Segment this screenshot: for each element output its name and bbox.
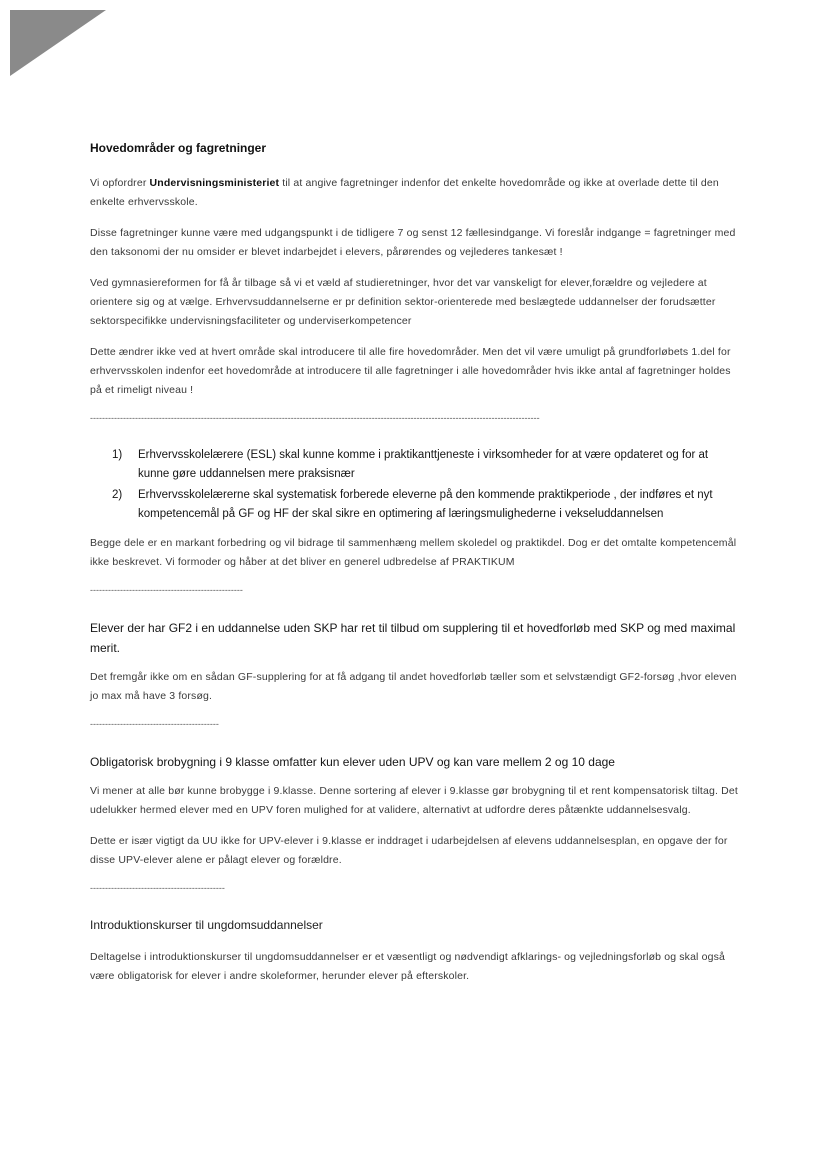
heading-introduktionskurser: Introduktionskurser til ungdomsuddannelser bbox=[90, 918, 323, 932]
separator-4: --------------------------------------------- bbox=[90, 883, 225, 893]
list-item-text: Erhvervsskolelærere (ESL) skal kunne komme i praktikanttjeneste i virksomheder for at være opdateret og for at kunne gøre uddannelsen mere praksisnær bbox=[138, 449, 709, 480]
paragraph-4: Dette ændrer ikke ved at hvert område skal introducere til alle fire hovedområder. Men det vil være umuligt på grundforløbets 1.del for erhvervsskolen indenfor eet hovedområde at introducere til alle fagretninger i alle hovedområder hvis ikke antal af fagretninger holdes på et rimeligt niveau ! bbox=[90, 346, 731, 396]
list-item-text: Erhvervsskolelærerne skal systematisk forberede eleverne på den kommende praktikperiode , der indføres et nyt kompetencemål på GF og HF der skal sikre en optimering af læringsmulighederne i vekseluddannelsen bbox=[138, 489, 713, 520]
list-item-number: 1) bbox=[112, 449, 123, 461]
separator-2: --------------------------------------------------- bbox=[90, 585, 243, 595]
paragraph-7: Vi mener at alle bør kunne brobygge i 9.klasse. Denne sortering af elever i 9.klasse gør brobygning til et rent kompensatorisk tiltag. Det udelukker hermed elever med en UPV foren mulighed for at validere, alternativt at udfordre deres påtænkte uddannelsesvalg. bbox=[90, 785, 738, 816]
paragraph-2: Disse fagretninger kunne være med udgangspunkt i de tidligere 7 og senst 12 fællesindgange. Vi foreslår indgange = fagretninger med den taksonomi der nu omsider er blevet indarbejdet i elevers, pårørendes og vejlederes tankesæt ! bbox=[90, 227, 736, 258]
paragraph-9: Deltagelse i introduktionskurser til ungdomsuddannelser er et væsentligt og nødvendigt afklarings- og vejledningsforløb og skal også være obligatorisk for elever i andre skoleformer, herunder elever på efterskoler. bbox=[90, 951, 725, 982]
heading-gf2-supplering: Elever der har GF2 i en uddannelse uden SKP har ret til tilbud om supplering til et hovedforløb med SKP og med maximal merit. bbox=[90, 621, 736, 655]
paragraph-6: Det fremgår ikke om en sådan GF-supplering for at få adgang til andet hovedforløb tæller som et selvstændigt GF2-forsøg ,hvor eleven jo max må have 3 forsøg. bbox=[90, 671, 737, 702]
list-item bbox=[90, 446, 740, 484]
document-body bbox=[90, 140, 740, 998]
paragraph-8: Dette er især vigtigt da UU ikke for UPV-elever i 9.klasse er inddraget i udarbejdelsen af elevens uddannelsesplan, en opgave der for disse UPV-elever alene er pålagt elever og forældre. bbox=[90, 835, 728, 866]
heading-brobygning: Obligatorisk brobygning i 9 klasse omfatter kun elever uden UPV og kan vare mellem 2 og 10 dage bbox=[90, 755, 615, 769]
paragraph-1 bbox=[90, 174, 740, 212]
separator-1: ------------------------------------------------------------------------------------------------------------------------------------------------------ bbox=[90, 413, 540, 423]
list-item-number: 2) bbox=[112, 489, 123, 501]
ministry-name: Undervisningsministeriet bbox=[149, 177, 280, 189]
paragraph-1-text: Vi opfordrer bbox=[90, 177, 150, 189]
paragraph-3: Ved gymnasiereformen for få år tilbage så vi et væld af studieretninger, hvor det var vanskeligt for elever,forældre og vejledere at orientere sig og at vælge. Erhvervsuddannelserne er pr definition sektor-orienterede med beslægtede uddannelser der forudsætter sektorspecifikke undervisningsfaciliteter og underviserkompetencer bbox=[90, 277, 716, 327]
folded-corner-mark bbox=[10, 10, 110, 80]
section-title-hovedomrader: Hovedområder og fagretninger bbox=[90, 141, 267, 155]
list-item bbox=[90, 486, 740, 524]
paragraph-5: Begge dele er en markant forbedring og vil bidrage til sammenhæng mellem skoledel og praktikdel. Dog er det omtalte kompetencemål ikke beskrevet. Vi formoder og håber at det bliver en generel udbredelse af PRAKTIKUM bbox=[90, 537, 737, 568]
paragraph-1-text-cont: til at angive fagretninger indenfor det enkelte hovedområde og ikke at overlade dette til den enkelte erhvervsskole. bbox=[90, 177, 719, 208]
separator-3: ------------------------------------------- bbox=[90, 719, 219, 729]
numbered-list bbox=[90, 446, 740, 524]
